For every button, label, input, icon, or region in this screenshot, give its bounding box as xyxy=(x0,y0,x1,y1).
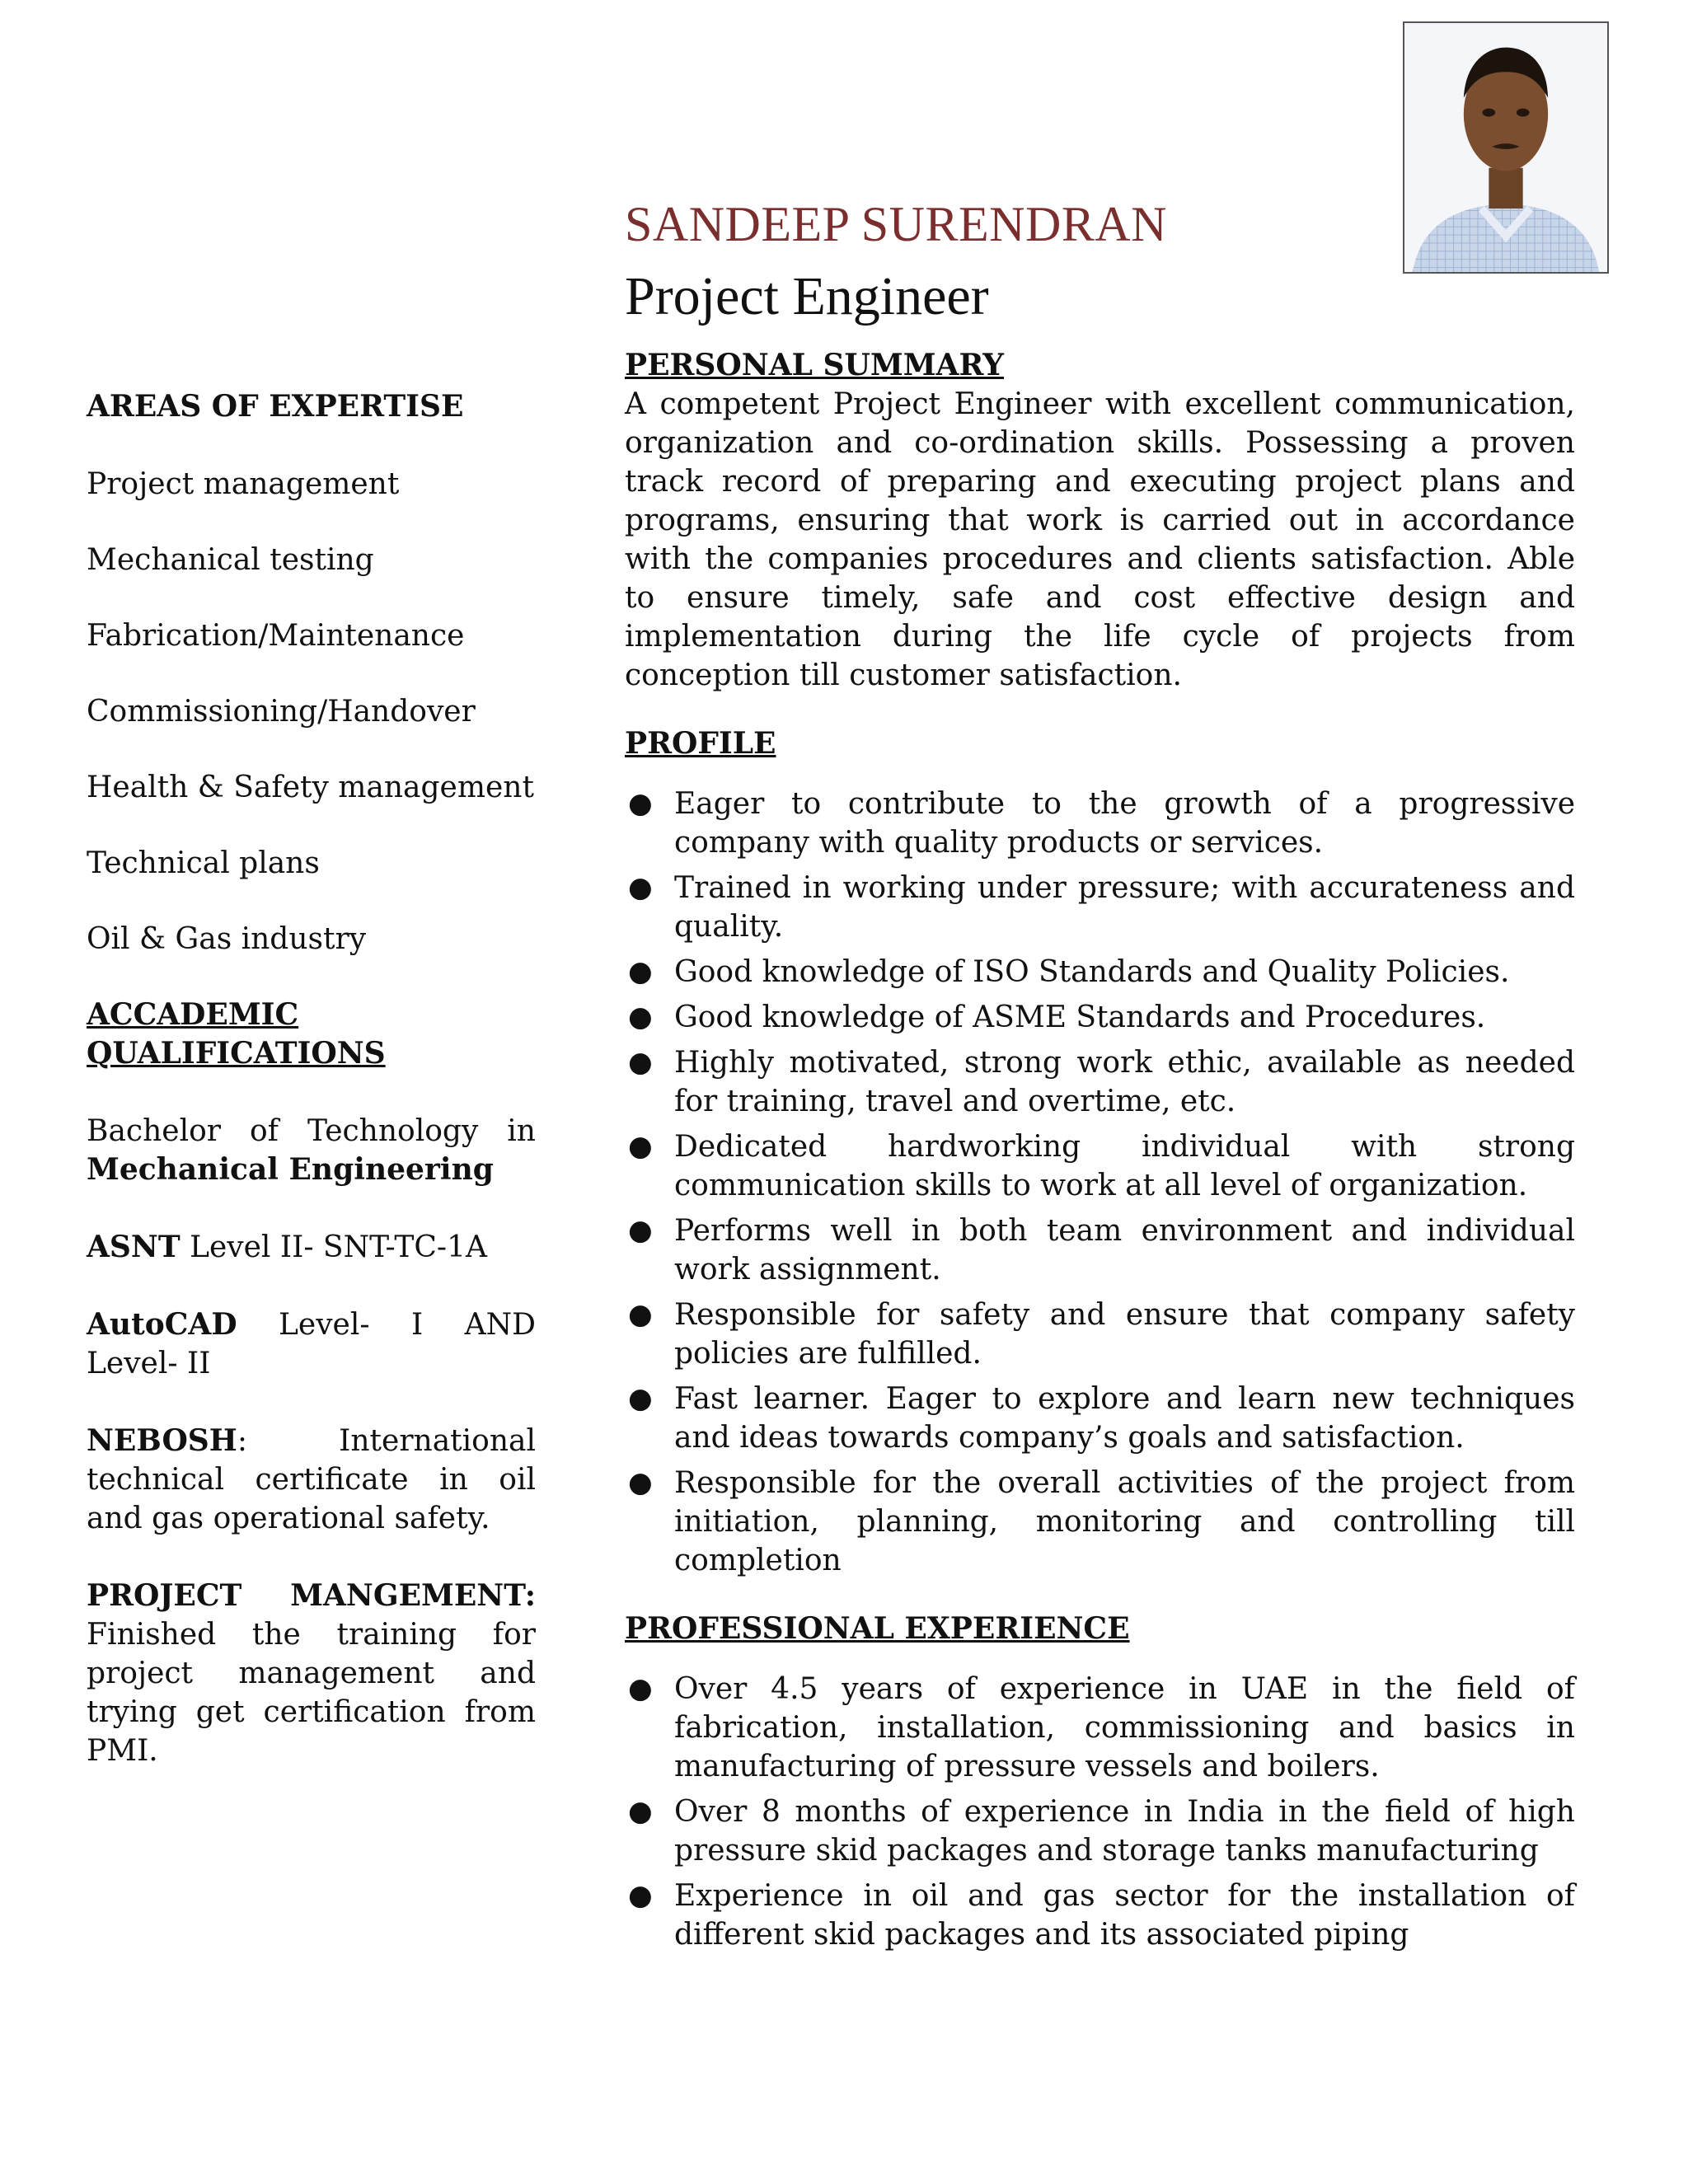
list-item-text: Experience in oil and gas sector for the installation of different skid packages and its associated piping xyxy=(674,1879,1575,1952)
list-item-text: Good knowledge of ASME Standards and Procedures. xyxy=(674,1001,1486,1034)
bullet-icon: ● xyxy=(628,871,653,904)
list-item xyxy=(625,785,1575,862)
expertise-item: Technical plans xyxy=(87,846,320,880)
list-item xyxy=(625,1670,1575,1786)
list-item-text: Fast learner. Eager to explore and learn new techniques and ideas towards company’s goals and satisfaction. xyxy=(674,1382,1575,1455)
bullet-icon: ● xyxy=(628,1466,653,1499)
list-item-text: Over 8 months of experience in India in the field of high pressure skid packages and storage tanks manufacturing xyxy=(674,1795,1575,1868)
bullet-icon: ● xyxy=(628,1672,653,1705)
qualification-bold: AutoCAD xyxy=(87,1307,237,1342)
bullet-icon: ● xyxy=(628,1795,653,1828)
qualification-item xyxy=(87,1422,536,1538)
list-item-text: Highly motivated, strong work ethic, available as needed for training, travel and overtime, etc. xyxy=(674,1046,1575,1118)
right-column xyxy=(625,346,1575,1984)
list-item-text: Performs well in both team environment and individual work assignment. xyxy=(674,1214,1575,1286)
list-item xyxy=(625,1793,1575,1870)
list-item xyxy=(625,1877,1575,1954)
bullet-icon: ● xyxy=(628,1001,653,1033)
list-item xyxy=(625,1043,1575,1121)
qualification-item xyxy=(87,1305,536,1383)
experience-heading: PROFESSIONAL EXPERIENCE xyxy=(625,1611,1130,1646)
qualifications-heading: ACCADEMIC QUALIFICATIONS xyxy=(87,997,386,1071)
list-item xyxy=(625,1380,1575,1457)
qualification-bold: PROJECT MANGEMENT: xyxy=(87,1578,536,1613)
expertise-item: Fabrication/Maintenance xyxy=(87,619,465,653)
list-item xyxy=(625,998,1575,1037)
list-item-text: Responsible for safety and ensure that company safety policies are fulfilled. xyxy=(674,1298,1575,1371)
summary-text: A competent Project Engineer with excellent communication, organization and co-ordination skills. Possessing a proven track record of preparing and executing project plans and programs, ensuring that work is carried out in accordance with the companies procedures and clients satisfaction. Able to ensure timely, safe and cost effective design and implementation during the life cycle of projects from conception till customer satisfaction. xyxy=(625,387,1575,692)
list-item xyxy=(625,953,1575,991)
bullet-icon: ● xyxy=(628,1130,653,1163)
list-item xyxy=(625,869,1575,946)
experience-list xyxy=(625,1670,1575,1954)
list-item-text: Over 4.5 years of experience in UAE in the field of fabrication, installation, commissioning and basics in manufacturing of pressure vessels and boilers. xyxy=(674,1672,1575,1783)
qualification-bold: Mechanical Engineering xyxy=(87,1152,494,1187)
qualification-text: Bachelor of Technology in xyxy=(87,1114,536,1148)
profile-heading: PROFILE xyxy=(625,726,776,761)
qualification-bold: NEBOSH xyxy=(87,1423,237,1458)
bullet-icon: ● xyxy=(628,955,653,988)
list-item-text: Dedicated hardworking individual with strong communication skills to work at all level of organization. xyxy=(674,1130,1575,1202)
qualification-text: Finished the training for project management and trying get certification from PMI. xyxy=(87,1618,536,1768)
qualification-item xyxy=(87,1577,536,1770)
job-title: Project Engineer xyxy=(625,266,989,326)
profile-list xyxy=(625,785,1575,1580)
list-item xyxy=(625,1127,1575,1205)
expertise-heading: AREAS OF EXPERTISE xyxy=(87,389,464,424)
expertise-item: Commissioning/Handover xyxy=(87,695,476,729)
bullet-icon: ● xyxy=(628,787,653,820)
qualification-text: : International technical certificate in oil and gas operational safety. xyxy=(87,1424,536,1535)
qualification-bold: ASNT xyxy=(87,1230,181,1264)
qualification-text: Level II- SNT-TC-1A xyxy=(180,1230,487,1264)
candidate-name: SANDEEP SURENDRAN xyxy=(625,197,1168,251)
bullet-icon: ● xyxy=(628,1046,653,1079)
expertise-item: Oil & Gas industry xyxy=(87,922,367,956)
list-item-text: Good knowledge of ISO Standards and Quality Policies. xyxy=(674,955,1510,989)
expertise-item: Health & Safety management xyxy=(87,771,534,804)
list-item-text: Responsible for the overall activities of the project from initiation, planning, monitoring and controlling till completion xyxy=(674,1466,1575,1577)
profile-photo xyxy=(1403,21,1609,274)
bullet-icon: ● xyxy=(628,1214,653,1247)
qualification-item xyxy=(87,1228,536,1267)
bullet-icon: ● xyxy=(628,1879,653,1912)
list-item xyxy=(625,1464,1575,1580)
bullet-icon: ● xyxy=(628,1298,653,1331)
qualification-text: Level- I AND Level- II xyxy=(87,1308,536,1380)
expertise-item: Mechanical testing xyxy=(87,543,374,577)
bullet-icon: ● xyxy=(628,1382,653,1415)
list-item-text: Eager to contribute to the growth of a progressive company with quality products or services. xyxy=(674,787,1575,860)
expertise-item: Project management xyxy=(87,467,400,501)
summary-heading: PERSONAL SUMMARY xyxy=(625,348,1005,382)
qualification-item xyxy=(87,1112,536,1189)
list-item-text: Trained in working under pressure; with accurateness and quality. xyxy=(674,871,1575,944)
list-item xyxy=(625,1296,1575,1373)
left-column xyxy=(87,387,536,1809)
list-item xyxy=(625,1212,1575,1289)
